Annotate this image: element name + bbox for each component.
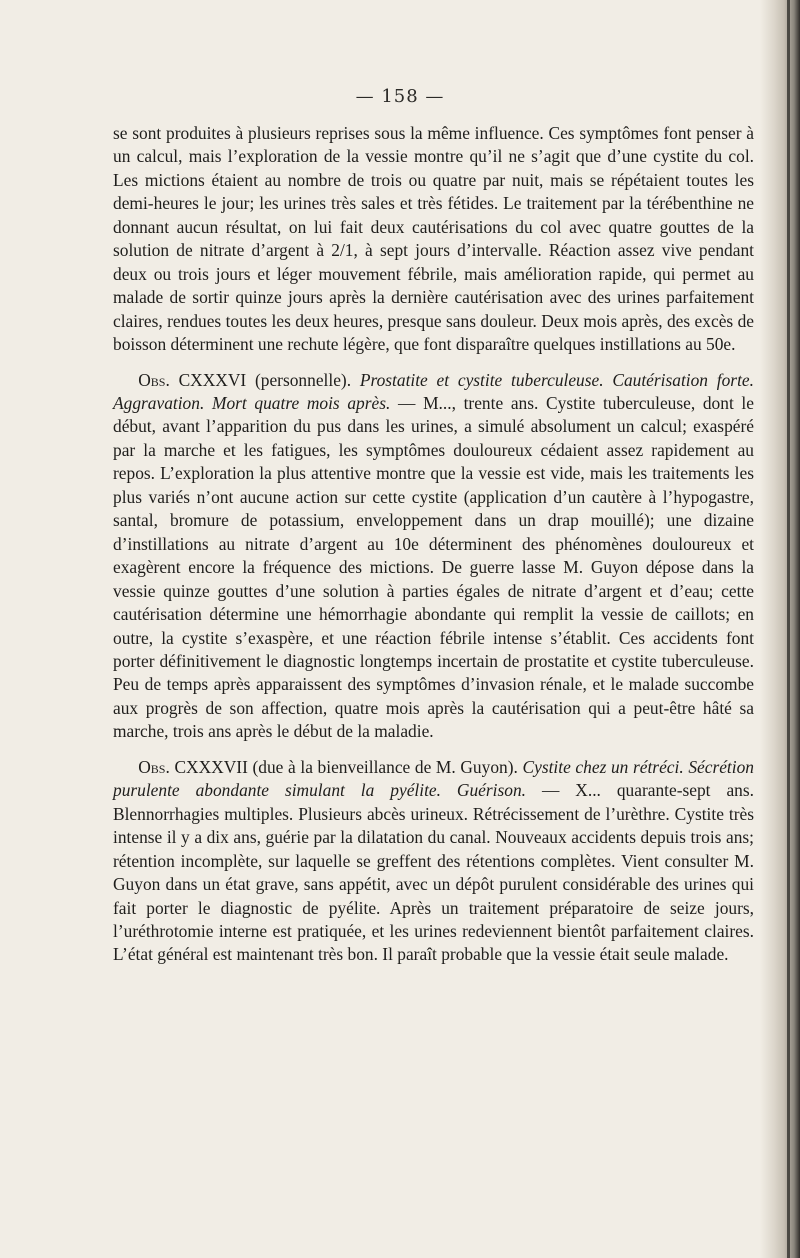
obs-title: Cystite chez un rétréci. Sécrétion purulente abondante simulant la pyélite. Guérison.	[113, 756, 754, 801]
paragraph-continuation: se sont produites à plusieurs reprises sous la même influence. Ces symptômes font penser à un calcul, mais l’exploration de la vessie montre qu’il ne s’agit que d’une cystite du col. Les mictions étaient au nombre de trois ou quatre par nuit, mais se répétaient toutes les demi-heures le jour; les urines très sales et très fétides. Le traitement par la térébenthine ne donnant aucun résultat, on lui fait deux cautérisations du col avec quatre gouttes de la solution de nitrate d’argent à 2/1, à sept jours d’intervalle. Réaction assez vive pendant deux ou trois jours et léger mouvement fébrile, mais amélioration rapide, qui permet au malade de sortir quinze jours après la dernière cautérisation avec des urines parfaitement claires, rendues toutes les deux heures, presque sans douleur. Deux mois après, des excès de boisson déterminent une rechute légère, que font disparaître quelques instillations au 50e.	[113, 123, 754, 355]
obs-body: — X... quarante-sept ans. Blennorrhagies multiples. Plusieurs abcès urineux. Rétrécissement de l’urèthre. Cystite très intense il y a dix ans, guérie par la dilatation du canal. Nouveaux accidents depuis trois ans; rétention incomplète, sur laquelle se greffent des rétentions complètes. Vient consulter M. Guyon dans un état grave, sans appétit, avec un dépôt purulent considérable des urines qui fait porter le diagnostic de pyélite. Après un traitement préparatoire de seize jours, l’uréthrotomie interne est pratiquée, et les urines redeviennent bientôt parfaitement claires. L’état général est maintenant très bon. Il paraît probable que la vessie était seule malade.	[113, 780, 754, 965]
page-number: — 158 —	[355, 86, 445, 107]
page-edge-shadow	[760, 0, 800, 1258]
obs-label: Obs.	[138, 369, 170, 390]
obs-number: CXXXVI (personnelle).	[178, 369, 352, 390]
obs-title: Prostatite et cystite tuberculeuse. Cautérisation forte. Aggravation. Mort quatre mois après.	[113, 369, 754, 413]
obs-number: CXXXVII (due à la bienveillance de M. Guyon).	[174, 756, 518, 777]
obs-label: Obs.	[138, 756, 170, 777]
page-body	[113, 122, 754, 967]
observation-cxxxvii	[113, 756, 754, 967]
obs-body: — M..., trente ans. Cystite tuberculeuse, dont le début, avant l’apparition du pus dans les urines, a simulé absolument un calcul; exaspéré par la marche et les fatigues, les symptômes douloureux cédaient assez rapidement au repos. L’exploration la plus attentive montre que la vessie est vide, mais les traitements les plus variés n’ont aucune action sur cette cystite (application d’un cautère à l’hypogastre, santal, bromure de potassium, enveloppement dans un drap mouillé); une dizaine d’instillations au nitrate d’argent au 10e déterminent des phénomènes douloureux et exagèrent encore la fréquence des mictions. De guerre lasse M. Guyon dépose dans la vessie quinze gouttes d’une solution à parties égales de nitrate d’argent et d’eau; cette cautérisation détermine une hémorrhagie abondante qui remplit la vessie de caillots; en outre, la cystite s’exaspère, et une réaction fébrile intense s’établit. Ces accidents font porter définitivement le diagnostic longtemps incertain de prostatite et cystite tuberculeuse. Peu de temps après apparaissent des symptômes d’invasion rénale, et le malade succombe aux progrès de son affection, quatre mois après la cautérisation qui a peut-être hâté sa marche, trois ans après le début de la maladie.	[113, 392, 754, 742]
binding-edge-line	[787, 0, 790, 1258]
observation-cxxxvi	[113, 369, 754, 744]
